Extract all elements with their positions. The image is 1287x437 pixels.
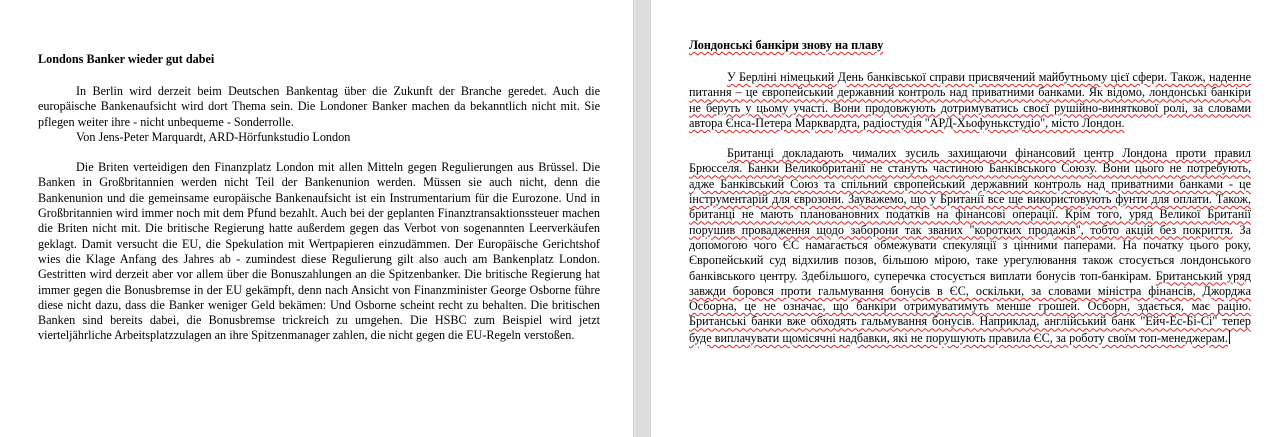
document-page-left[interactable] <box>0 0 634 437</box>
body-paragraph[interactable]: Die Briten verteidigen den Finanzplatz London mit allen Mitteln gegen Regulierungen aus Brüssel. Die Banken in Großbritannien werden nicht Teil der Bankenunion werden. Müssen sie auch nicht, denn die Bankenunion und die gemeinsame europäische Bankenaufsicht ist ein Instrumentarium für die Eurozone. Und in Großbritannien wird immer noch mit dem Pfund bezahlt. Auch bei der geplanten Finanztransaktionssteuer machen die Briten nicht mit. Die britische Regierung hatte außerdem gegen das Verbot von sogenannten Leerverkäufen geklagt. Damit versucht die EU, die Spekulation mit Wertpapieren einzudämmen. Der Europäische Gerichtshof wies die Klage Anfang des Jahres ab - zumindest diese Regulierung gilt also auch am Bankenplatz London. Gestritten wird derzeit aber vor allem über die Bonuszahlungen an die Spitzenbanker. Die britische Regierung hat immer gegen die Bonusbremse in der EU gekämpft, denn nach Ansicht von Finanzminister George Osborne führe diese nicht dazu, dass die Banker weniger Geld bekämen: Und Osborne scheint recht zu behalten. Die britischen Banken sind bereits dabei, die Bonusbremse trickreich zu umgehen. Die HSBC zum Beispiel wird jetzt vierteljährliche Arbeitsplatzzulagen an ihre Spitzenmanager zahlen, die nicht gegen die EU-Regeln verstoßen. <box>38 160 600 343</box>
document-page-right[interactable] <box>650 0 1287 437</box>
page-content[interactable] <box>38 52 600 344</box>
author-line[interactable]: Von Jens-Peter Marquardt, ARD-Hörfunkstudio London <box>76 129 351 144</box>
spellcheck-text[interactable]: Британський уряд завжди боровся проти гальмування бонусів в ЄС, оскільки, за словами міністра фінансів, Джорджа Осборна, це не означає, що банкіри отримуватимуть менше грошей. Осборн, здається, має рацію. Британські банки вже обходять гальмування бонусів. Наприклад, англійський банк "Ейч-Ес-Бі-Сі" тепер буде виплачувати щомісячні надбавки, які не порушують правила ЄС, за роботу своїм топ-менеджерам. <box>689 268 1252 345</box>
paragraph-spacer <box>38 145 600 160</box>
spellcheck-text[interactable]: Британці докладають чималих зусиль захищаючи фінансовий центр Лондона проти правил Брюсселя. Банки Великобританії не стануть частиною Банківського Союзу. Вони цього не потребують, адже Банківський Союз та спільний європейський державний контроль над приватними банками - це інструментарій для єврозони. Зауважемо, що у Британії все ще використовують фунти для оплати. Також, британці не мають плановановних податків на фінансові операції. Крім того, уряд Великої Британії порушив провадження щодо заборони так званих "коротких продажів", тобто акцій без покриття. <box>689 146 1251 237</box>
page-gutter <box>635 0 649 437</box>
article-title-ukrainian[interactable]: Лондонські банкіри знову на плаву <box>689 38 884 52</box>
article-title-german[interactable]: Londons Banker wieder gut dabei <box>38 52 215 66</box>
paragraph-spacer <box>689 131 1251 146</box>
intro-paragraph[interactable] <box>689 70 1251 131</box>
text-cursor <box>1229 330 1230 344</box>
intro-paragraph[interactable]: In Berlin wird derzeit beim Deutschen Bankentag über die Zukunft der Branche geredet. Auch die europäische Bankenaufsicht wird dort Thema sein. Die Londoner Banker machen da bekanntlich nicht mit. Sie pflegen weiter ihre - nicht unbequeme - Sonderrolle. <box>38 84 600 129</box>
body-paragraph[interactable] <box>689 146 1251 346</box>
spellcheck-text[interactable]: У Берліні німецький День банківської справи присвячений майбутньому цієї сфери. Також, наденне питання – це європейський державний контроль над приватними банками. Як відомо, лондонські банкіри не беруть у цьому участі. Вони продовжують дотримуватись своєї рушійно-виняткової ролі, за словами автора Єнса-Петера Марквардта, радіостудія "АРД-Хьофунькстудіо", місто Лондон. <box>689 70 1251 130</box>
plain-text[interactable]: За допомогою чого ЄС намагається обмежувати спекуляції з цінними паперами. На початку цього року, Європейський суд відхилив позов, більшою мірою, таке урегулювання також стосується лондонського банківського центру. Здебільшого, суперечка стосується виплати бонусів топ-банкірам. <box>689 222 1251 283</box>
page-content[interactable] <box>689 38 1251 346</box>
